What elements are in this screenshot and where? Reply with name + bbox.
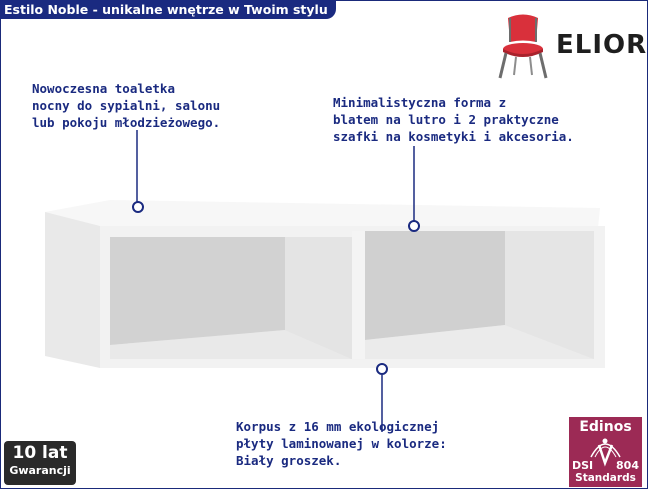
certificate-dsi: DSI	[572, 459, 594, 472]
warranty-badge	[4, 441, 76, 485]
warranty-years: 10 lat	[12, 443, 68, 463]
brand-logo-text: ELIOR	[556, 30, 648, 60]
description-form: Minimalistyczna forma z blatem na lutro i 2 praktyczne szafki na kosmetyki i akcesoria.	[333, 95, 574, 144]
description-material: Korpus z 16 mm ekologicznej płyty laminowanej w kolorze: Biały groszek.	[236, 419, 447, 468]
certificate-standards: Standards	[575, 472, 636, 484]
page-title: Estilo Noble - unikalne wnętrze w Twoim stylu	[0, 0, 336, 19]
certificate-badge	[569, 417, 642, 487]
warranty-label: Gwarancji	[9, 464, 71, 477]
certificate-number: 804	[616, 459, 639, 472]
certificate-brand: Edinos	[579, 419, 632, 435]
description-usage: Nowoczesna toaletka nocny do sypialni, salonu lub pokoju młodzieżowego.	[32, 81, 221, 130]
